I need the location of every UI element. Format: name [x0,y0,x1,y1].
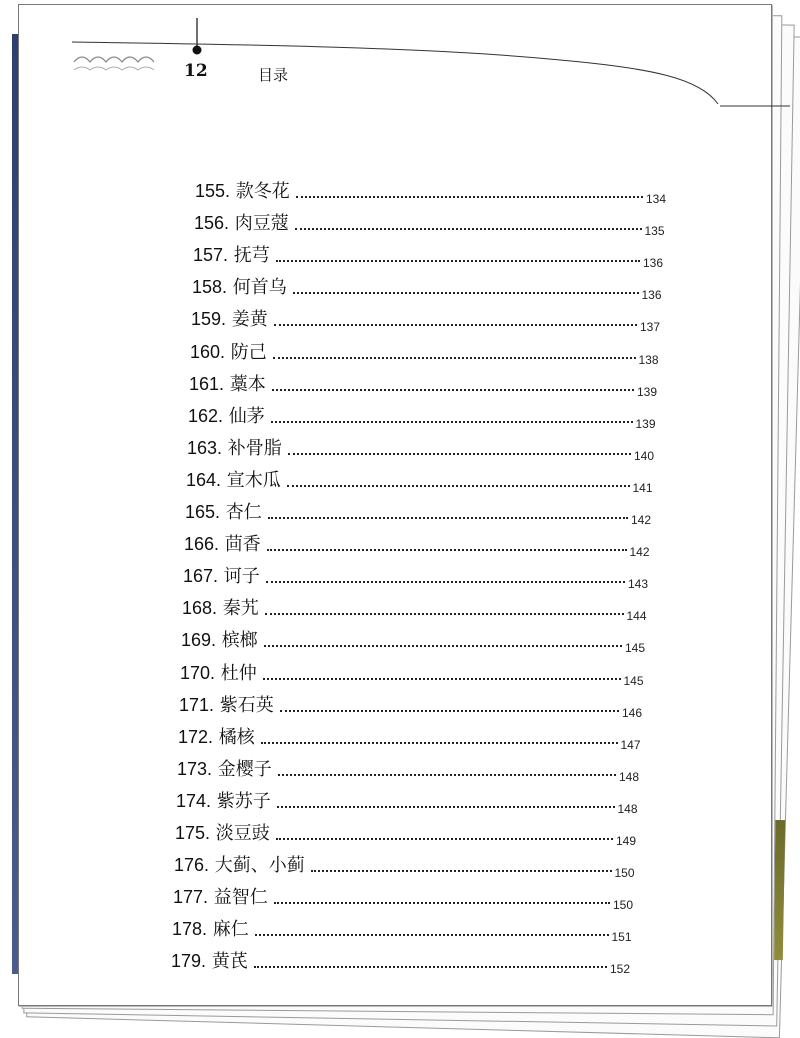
toc-entry-name: 杏仁 [225,502,262,523]
toc-entry-number: 166. [184,534,220,555]
toc-entry-label [175,822,270,845]
toc-entry-name: 姜黄 [231,309,268,331]
toc-leader-dots [278,774,616,776]
toc-entry-page: 140 [634,448,655,463]
toc-entry-page: 136 [641,288,662,303]
toc-entry-label [172,918,249,941]
toc-entry-label [187,437,282,460]
toc-entry-number: 177. [173,887,209,908]
toc-entry-page: 141 [632,480,653,495]
toc-leader-dots [311,870,612,872]
toc-entry-label [190,341,267,364]
toc-entry-name: 淡豆豉 [215,823,270,844]
toc-leader-dots [276,838,613,840]
toc-leader-dots [254,966,607,968]
toc-entry-label [179,694,274,717]
toc-entry-page: 146 [622,705,643,720]
toc-entry-page: 144 [626,609,647,624]
toc-entry-name: 大蓟、小蓟 [214,855,305,877]
toc-entry-number: 167. [183,566,219,587]
toc-leader-dots [274,324,637,326]
toc-leader-dots [267,549,627,551]
toc-leader-dots [255,934,609,936]
toc-entry-name: 肉豆蔻 [234,213,289,235]
toc-leader-dots [266,581,625,583]
toc-entry-number: 161. [189,373,225,394]
toc-entry-name: 紫苏子 [216,790,271,812]
toc-entry-number: 171. [179,694,215,715]
toc-entry [0,692,800,720]
toc-leader-dots [271,421,633,423]
toc-entry [0,948,800,976]
toc-entry-page: 138 [638,352,659,367]
toc-entry-number: 174. [176,790,212,811]
section-title: 目录 [258,66,289,84]
toc-entry-number: 169. [181,630,217,651]
toc-leader-dots [295,228,642,230]
toc-entry-page: 148 [617,801,638,816]
toc-entry-page: 143 [628,577,649,592]
toc-entry-number: 170. [180,662,216,683]
toc-entry-label [185,501,262,524]
toc-entry-label [178,726,255,749]
toc-entry-label [189,373,266,396]
toc-entry-number: 160. [190,341,226,362]
toc-entry-name: 金樱子 [217,758,272,780]
toc-entry-label [176,790,271,813]
toc-entry-number: 173. [177,758,213,779]
toc-entry-page: 137 [640,320,661,335]
toc-entry-page: 136 [643,256,664,271]
toc-entry-name: 秦艽 [222,598,259,620]
toc-entry-name: 紫石英 [219,694,274,716]
toc-entry [0,306,800,334]
toc-entry-name: 宣木瓜 [226,469,281,491]
toc-leader-dots [272,389,634,391]
toc-leader-dots [265,613,624,615]
toc-entry-number: 158. [192,277,228,298]
toc-entry-label [180,662,257,685]
toc-entry-page: 148 [619,769,640,784]
toc-entry-label [173,886,268,909]
toc-leader-dots [288,453,631,455]
toc-entry-name: 防己 [230,341,267,363]
toc-entry-page: 135 [644,224,665,239]
toc-entry-label [195,180,290,203]
toc-entry-name: 补骨脂 [227,437,282,459]
toc-entry-page: 150 [614,866,635,881]
toc-leader-dots [264,645,622,647]
toc-entry-number: 172. [178,726,214,747]
toc-entry-label [194,212,289,235]
toc-entry-number: 176. [174,855,210,876]
toc-entry-name: 诃子 [223,566,260,588]
toc-entry-label [191,308,268,331]
toc-entry [0,852,800,880]
toc-entry-page: 149 [616,834,637,848]
toc-entry-number: 165. [185,502,221,522]
toc-entry-page: 152 [610,962,631,977]
toc-entry-label [174,854,305,877]
toc-entry [0,531,800,559]
toc-entry [0,178,800,206]
toc-entry-label [193,244,270,267]
toc-entry [0,595,800,623]
toc-entry [0,403,800,431]
toc-entry-name: 麻仁 [212,919,249,941]
toc-entry-label [186,469,281,492]
toc-entry-page: 145 [623,673,644,688]
toc-leader-dots [277,806,615,808]
toc-entry-name: 益智仁 [213,887,268,909]
toc-entry-label [183,565,260,588]
toc-entry [0,563,800,591]
toc-entry-label [181,629,258,652]
toc-entry [0,724,800,752]
toc-entry-number: 155. [195,181,231,201]
toc-entry-name: 黄芪 [211,951,248,973]
toc-leader-dots [296,196,643,198]
toc-leader-dots [287,485,630,487]
toc-leader-dots [274,902,610,904]
toc-entry-label [184,533,261,556]
toc-entry [0,660,800,688]
toc-entry-number: 175. [175,823,211,843]
toc-entry-number: 162. [188,405,224,426]
toc-entry-number: 157. [193,245,229,266]
toc-entry [0,242,800,270]
toc-entry-name: 槟榔 [221,630,258,652]
toc-entry-name: 仙茅 [228,405,265,427]
toc-entry-name: 杜仲 [220,662,257,684]
toc-entry [0,467,800,495]
toc-entry-page: 134 [646,192,667,206]
toc-entry [0,756,800,784]
toc-leader-dots [268,517,628,519]
toc-entry-number: 179. [171,951,207,972]
toc-entry [0,499,800,527]
toc-entry [0,788,800,816]
toc-leader-dots [293,292,639,294]
toc-entry-name: 橘核 [218,726,255,748]
toc-entry-name: 抚芎 [233,245,270,267]
toc-entry [0,627,800,655]
toc-entry-label [192,276,287,299]
toc-entry-page: 142 [631,513,652,527]
toc-entry-number: 159. [191,309,227,330]
page-number: 12 [184,61,208,81]
toc-entry [0,274,800,302]
toc-leader-dots [273,357,636,359]
toc-entry-number: 168. [182,598,218,619]
toc-entry-page: 150 [613,898,634,913]
toc-entry [0,210,800,238]
toc-entry [0,435,800,463]
toc-entry-page: 139 [637,384,658,399]
toc-entry-label [177,758,272,781]
toc-entry [0,371,800,399]
toc-leader-dots [276,260,640,262]
toc-entry-label [188,405,265,428]
toc-entry-page: 151 [611,930,632,945]
toc-entry-name: 何首乌 [232,277,287,299]
toc-entry [0,884,800,912]
toc-entry-name: 藁本 [229,373,266,395]
toc-entry-number: 156. [194,213,230,234]
toc-entry [0,820,800,848]
toc-leader-dots [280,710,619,712]
toc-entry-label [171,950,248,973]
toc-entry-page: 145 [625,641,646,656]
toc-leader-dots [261,742,618,744]
toc-leader-dots [263,678,621,680]
toc-entry-number: 164. [186,469,222,490]
toc-entry [0,916,800,944]
toc-entry-page: 139 [635,416,656,431]
toc-entry-label [182,597,259,620]
toc-entry-number: 163. [187,437,223,458]
toc-entry-name: 款冬花 [235,181,290,202]
toc-entry [0,339,800,367]
toc-entry-name: 茴香 [224,534,261,556]
toc-entry-number: 178. [172,919,208,940]
toc-entry-page: 142 [629,545,650,560]
toc-entry-page: 147 [620,737,641,752]
